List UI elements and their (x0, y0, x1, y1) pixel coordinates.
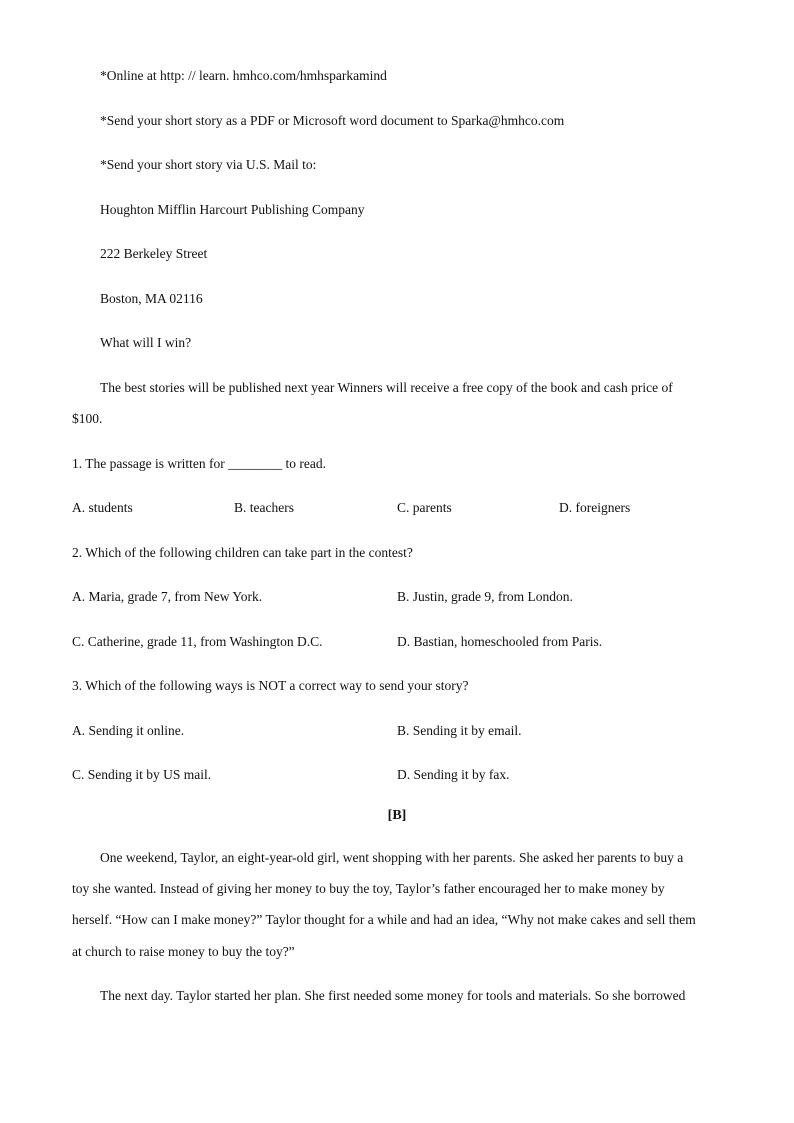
question-1-stem: 1. The passage is written for ________ to read. (72, 456, 326, 471)
passage-b-line-4: at church to raise money to buy the toy?” (72, 944, 295, 959)
prize-answer-line-2: $100. (72, 411, 103, 426)
question-3-option-c: C. Sending it by US mail. (72, 767, 212, 782)
question-2-option-c: C. Catherine, grade 11, from Washington D.C. (72, 634, 323, 649)
question-3-option-a: A. Sending it online. (72, 723, 185, 738)
contact-email: *Send your short story as a PDF or Microsoft word document to Sparka@hmhco.com (100, 113, 565, 128)
contact-online: *Online at http: // learn. hmhco.com/hmhsparkamind (100, 68, 387, 83)
question-3-option-b: B. Sending it by email. (397, 723, 522, 738)
question-3-stem: 3. Which of the following ways is NOT a correct way to send your story? (72, 678, 469, 693)
question-1-option-a: A. students (72, 500, 133, 515)
question-2-option-b: B. Justin, grade 9, from London. (397, 589, 573, 604)
contact-mail-intro: *Send your short story via U.S. Mail to: (100, 157, 317, 172)
prize-answer-line-1: The best stories will be published next year Winners will receive a free copy of the book and cash price of (100, 380, 673, 395)
question-2-option-d: D. Bastian, homeschooled from Paris. (397, 634, 603, 649)
passage-b-line-5: The next day. Taylor started her plan. She first needed some money for tools and materials. So she borrowed (100, 988, 686, 1003)
address-line-2: 222 Berkeley Street (100, 246, 208, 261)
address-line-3: Boston, MA 02116 (100, 291, 203, 306)
question-3-option-d: D. Sending it by fax. (397, 767, 510, 782)
question-1-option-c: C. parents (397, 500, 452, 515)
passage-b-line-3: herself. “How can I make money?” Taylor thought for a while and had an idea, “Why not make cakes and sell them (72, 912, 696, 927)
passage-b-line-1: One weekend, Taylor, an eight-year-old girl, went shopping with her parents. She asked her parents to buy a (100, 850, 684, 865)
prize-question: What will I win? (100, 335, 192, 350)
question-1-option-b: B. teachers (234, 500, 294, 515)
address-line-1: Houghton Mifflin Harcourt Publishing Company (100, 202, 365, 217)
passage-b-line-2: toy she wanted. Instead of giving her money to buy the toy, Taylor’s father encouraged her to make money by (72, 881, 665, 896)
question-2-option-a: A. Maria, grade 7, from New York. (72, 589, 263, 604)
question-1-option-d: D. foreigners (559, 500, 631, 515)
section-b-heading: [B] (387, 808, 407, 823)
question-2-stem: 2. Which of the following children can take part in the contest? (72, 545, 413, 560)
